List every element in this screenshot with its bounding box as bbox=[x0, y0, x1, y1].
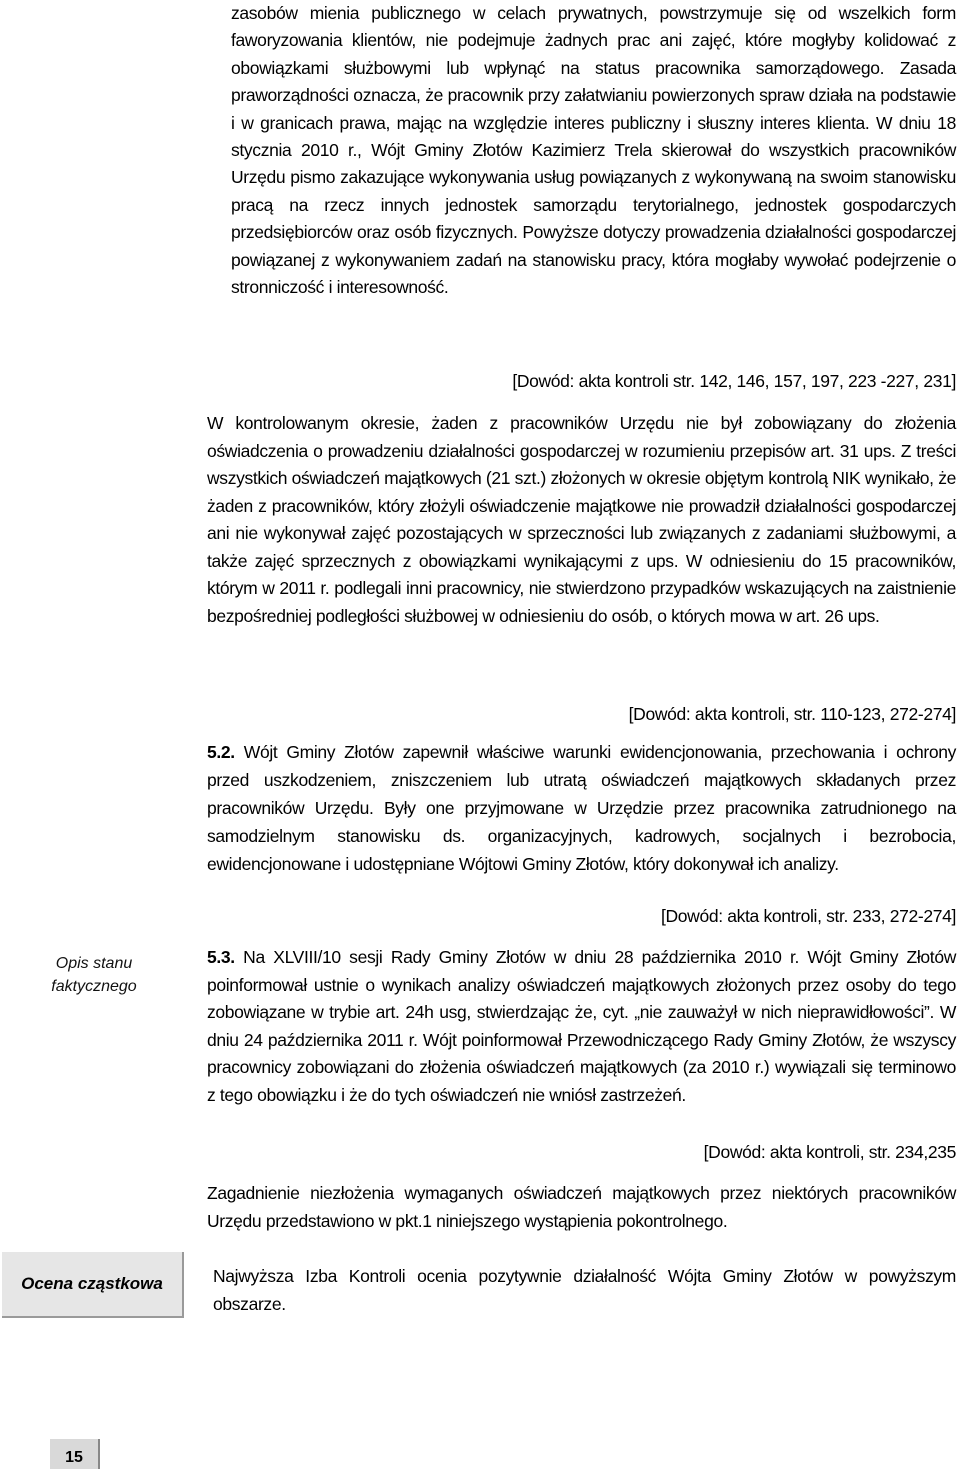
ocena-czastkowa-label: Ocena cząstkowa bbox=[21, 1274, 163, 1293]
intro-text: zasobów mienia publicznego w celach prywatnych, powstrzymuje się od wszelkich form faworyzowania klientów, nie podejmuje żadnych prac ani zajęć, które mogłyby kolidować z obowiązkami służbowymi lub wpłynąć na status pracownika samorządowego. Zasada praworządności oznacza, że pracownik przy załatwianiu powierzonych spraw działa na podstawie i w granicach prawa, mając na względzie interes publiczny i słuszny interes klienta. W dniu 18 stycznia 2010 r., Wójt Gminy Złotów Kazimierz Trela skierował do wszystkich pracowników Urzędu pismo zakazujące wykonywania usług powiązanych z wykonywaną na swoim stanowisku pracą na rzecz innych jednostek samorządu terytorialnego, jednostek gospodarczych przedsiębiorców oraz osób fizycznych. Powyższe dotyczy prowadzenia działalności gospodarczej powiązanej z wykonywaniem zadań na stanowisku pracy, która mogłaby wywołać podejrzenie o stronniczość i interesowność. bbox=[231, 3, 956, 298]
page-number: 15 bbox=[50, 1439, 100, 1469]
section-5-3-text: Na XLVIII/10 sesji Rady Gminy Złotów w dniu 28 października 2010 r. Wójt Gminy Złotów poinformował ustnie o wynikach analizy oświadczeń majątkowych złożonych przez osoby do tego zobowiązane w trybie art. 24h usg, stwierdzając że, cyt. „nie zauważył w nich nieprawidłowości”. W dniu 24 października 2011 r. Wójt poinformował Przewodniczącego Rady Gminy Złotów, że wszyscy pracownicy zobowiązani do złożenia oświadczeń majątkowych (za 2010 r.) wywiązali się terminowo z tego obowiązku i że do tych oświadczeń nie wniósł zastrzeżeń. bbox=[207, 947, 956, 1105]
ocena-text bbox=[213, 1262, 956, 1318]
paragraph-final bbox=[207, 1179, 956, 1235]
evidence-ref-1-text: [Dowód: akta kontroli str. 142, 146, 157, 197, 223 -227, 231] bbox=[512, 371, 956, 391]
evidence-ref-3 bbox=[207, 903, 956, 931]
section-5-2-text: Wójt Gminy Złotów zapewnił właściwe warunki ewidencjonowania, przechowania i ochrony przed uszkodzeniem, zniszczeniem lub utratą oświadczeń majątkowych składanych przez pracowników Urzędu. Były one przyjmowane w Urzędzie przez pracownika zatrudnionego na samodzielnym stanowisku ds. organizacyjnych, kadrowych, socjalnych i bezrobocia, ewidencjonowane i udostępniane Wójtowi Gminy Złotów, który dokonywał ich analizy. bbox=[207, 742, 956, 874]
section-5-2 bbox=[207, 738, 956, 878]
section-5-2-number: 5.2. bbox=[207, 742, 235, 762]
side-label-opis-stanu: Opis stanu faktycznego bbox=[51, 955, 137, 995]
evidence-ref-4-text: [Dowód: akta kontroli, str. 234,235 bbox=[703, 1142, 956, 1162]
paragraph-final-text: Zagadnienie niezłożenia wymaganych oświadczeń majątkowych przez niektórych pracowników Urzędu przedstawiono w pkt.1 niniejszego wystąpienia pokontrolnego. bbox=[207, 1183, 956, 1231]
paragraph-2-text: W kontrolowanym okresie, żaden z pracowników Urzędu nie był zobowiązany do złożenia oświadczenia o prowadzeniu działalności gospodarczej w rozumieniu przepisów art. 31 ups. Z treści wszystkich oświadczeń majątkowych (21 szt.) złożonych w okresie objętym kontrolą NIK wynikało, że żaden z pracowników, który złożyli oświadczenie majątkowe nie prowadził działalności gospodarczej ani nie wykonywał zajęć pozostających w sprzeczności lub związanych z zadaniami służbowymi, a także zajęć sprzecznych z obowiązkami wynikającymi z ups. W odniesieniu do 15 pracowników, którym w 2011 r. podlegali inni pracownicy, nie stwierdzono przypadków wskazujących na zaistnienie bezpośredniej podległości służbowej w odniesieniu do osób, o których mowa w art. 26 ups. bbox=[207, 413, 956, 626]
evidence-ref-4 bbox=[207, 1139, 956, 1167]
ocena-czastkowa-label-box bbox=[2, 1252, 184, 1318]
evidence-ref-2-text: [Dowód: akta kontroli, str. 110-123, 272-274] bbox=[628, 704, 956, 724]
section-5-3-number: 5.3. bbox=[207, 947, 235, 967]
intro-paragraph bbox=[231, 0, 956, 301]
evidence-ref-1 bbox=[231, 368, 956, 396]
evidence-ref-3-text: [Dowód: akta kontroli, str. 233, 272-274] bbox=[661, 906, 956, 926]
ocena-text-content: Najwyższa Izba Kontroli ocenia pozytywnie działalność Wójta Gminy Złotów w powyższym obszarze. bbox=[213, 1266, 956, 1314]
evidence-ref-2 bbox=[207, 701, 956, 729]
section-5-3 bbox=[207, 944, 956, 1110]
paragraph-2 bbox=[207, 410, 956, 630]
